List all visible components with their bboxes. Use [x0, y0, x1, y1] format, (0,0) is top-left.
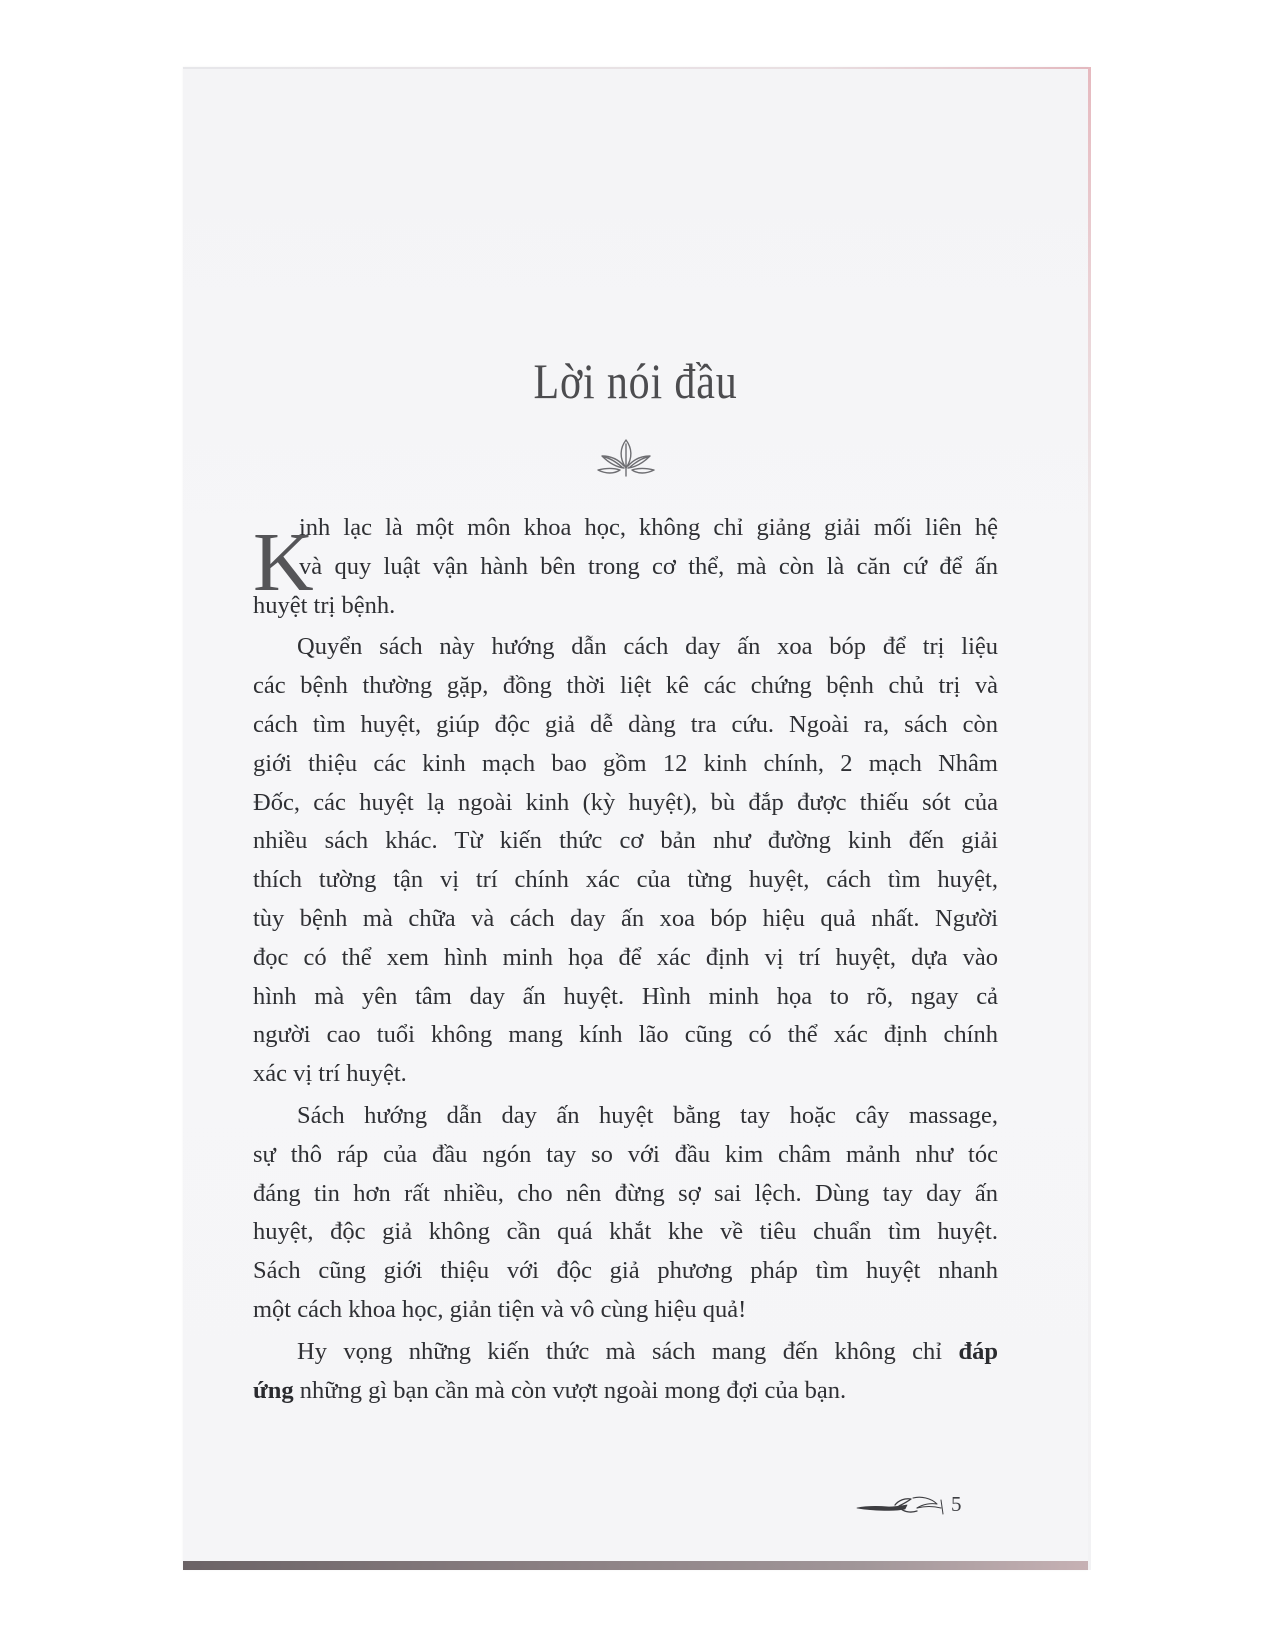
bold-text: ứng: [253, 1376, 294, 1404]
text-line: nhiều sách khác. Từ kiến thức cơ bản như đường kinh đến giải: [253, 827, 998, 855]
text-line: người cao tuổi không mang kính lão cũng có thể xác định chính: [253, 1021, 998, 1049]
text-fragment: Hy vọng những kiến thức mà sách mang đến không chỉ: [297, 1337, 943, 1365]
text-line: inh lạc là một môn khoa học, không chỉ giảng giải mối liên hệ: [299, 514, 998, 541]
page-right-edge: [1088, 67, 1091, 1570]
text-line: hình mà yên tâm day ấn huyệt. Hình minh họa to rõ, ngay cả: [253, 982, 998, 1010]
text-line: sự thô ráp của đầu ngón tay so với đầu kim châm mảnh như tóc: [253, 1140, 998, 1168]
lotus-leaf-ornament-icon: [594, 434, 658, 478]
book-page: [183, 67, 1088, 1570]
text-line: đọc có thể xem hình minh họa để xác định vị trí huyệt, dựa vào: [253, 943, 998, 971]
drop-cap: K: [253, 516, 314, 609]
swallow-flourish-icon: [855, 1494, 947, 1516]
text-line: Sách cũng giới thiệu với độc giả phương pháp tìm huyệt nhanh: [253, 1257, 998, 1285]
paragraph-3: [253, 1097, 998, 1330]
page-title: Lời nói đầu: [533, 353, 738, 409]
paragraph-1: [253, 509, 998, 625]
paragraph-2: [253, 628, 998, 1094]
text-line: huyệt, độc giả không cần quá khắt khe về tiêu chuẩn tìm huyệt.: [253, 1218, 998, 1246]
text-line: tùy bệnh mà chữa và cách day ấn xoa bóp hiệu quả nhất. Người: [253, 904, 998, 932]
page-bottom-edge: [183, 1561, 1088, 1570]
text-line: thích tường tận vị trí chính xác của từng huyệt, cách tìm huyệt,: [253, 866, 998, 894]
bold-text: đáp: [958, 1337, 998, 1365]
text-line: các bệnh thường gặp, đồng thời liệt kê các chứng bệnh chủ trị và: [253, 672, 998, 700]
page-top-edge: [183, 67, 1088, 69]
text-fragment: những gì bạn cần mà còn vượt ngoài mong đợi của bạn.: [299, 1376, 847, 1404]
text-line: Sách hướng dẫn day ấn huyệt bằng tay hoặc cây massage,: [297, 1101, 998, 1129]
text-line: một cách khoa học, giản tiện và vô cùng hiệu quả!: [253, 1295, 747, 1323]
text-line: đáng tin hơn rất nhiều, cho nên đừng sợ sai lệch. Dùng tay day ấn: [253, 1179, 998, 1207]
text-line: Đốc, các huyệt lạ ngoài kinh (kỳ huyệt), bù đắp được thiếu sót của: [253, 788, 998, 816]
text-line: xác vị trí huyệt.: [253, 1060, 407, 1088]
text-line: huyệt trị bệnh.: [253, 591, 396, 619]
text-line: và quy luật vận hành bên trong cơ thể, mà còn là căn cứ để ấn: [299, 552, 998, 580]
text-line: Quyển sách này hướng dẫn cách day ấn xoa bóp để trị liệu: [297, 633, 998, 661]
text-line: [253, 1333, 998, 1372]
text-line: giới thiệu các kinh mạch bao gồm 12 kinh chính, 2 mạch Nhâm: [253, 749, 998, 777]
text-line: [253, 1372, 998, 1411]
body-text: [253, 509, 998, 1410]
paragraph-4: [253, 1333, 998, 1411]
page-number: 5: [951, 1492, 962, 1516]
folio: [855, 1492, 1005, 1522]
text-line: cách tìm huyệt, giúp độc giả dễ dàng tra cứu. Ngoài ra, sách còn: [253, 710, 998, 738]
